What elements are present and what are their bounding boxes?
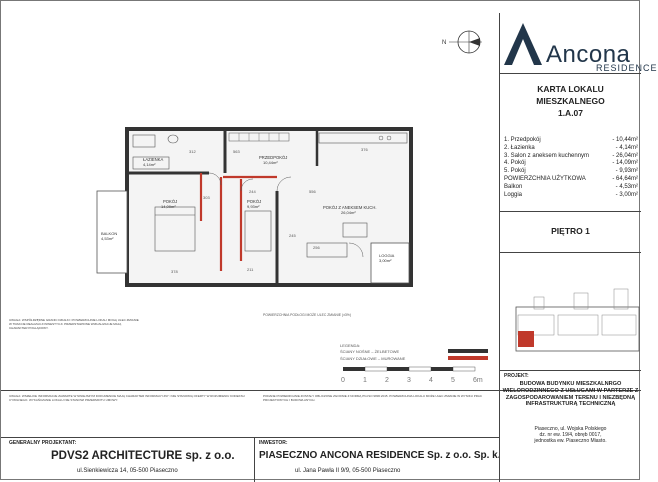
- investor-label: INWESTOR:: [259, 440, 288, 446]
- designer-cell: [1, 437, 255, 482]
- notes-left: UWAGA: WSPÓŁRZĘDNE GRANIC DZIAŁKI I POWIERZCHNIE LOKALI MOGĄ ULEC ZMIANIE W TRAKCIE REALIZACJI INWESTYCJI. PRZEDSTAWIONE WIZUALIZACJE MAJĄ CHARAKTER POGLĄDOWY.: [9, 318, 139, 330]
- scale-tick-label: 4: [429, 377, 433, 384]
- floor-area-note: POWIERZCHNIA PODŁOGI MOŻE ULEC ZMIANIE (±3%): [263, 313, 351, 317]
- room-area-pokoj2: 9,93m²: [247, 204, 260, 209]
- room-label-pokoj1: POKÓJ: [163, 199, 178, 204]
- card-title: [500, 83, 641, 119]
- scale-tick-label: 1: [363, 377, 367, 384]
- area-value: - 4,53m²: [615, 183, 638, 190]
- dim-label: 378: [171, 269, 178, 274]
- area-label: POWIERZCHNIA UŻYTKOWA: [504, 175, 586, 182]
- room-label-balkon: BALKON: [101, 231, 118, 236]
- area-value: - 4,14m²: [615, 144, 638, 151]
- dim-label: 563: [233, 149, 240, 154]
- dim-label: 244: [249, 189, 256, 194]
- project-address: [502, 426, 639, 445]
- scale-tick-label: 6m: [473, 377, 483, 384]
- area-label: Loggia: [504, 191, 523, 198]
- legend-partition-swatch: [448, 356, 488, 360]
- dim-label: 245: [289, 233, 296, 238]
- designer-label: GENERALNY PROJEKTANT:: [9, 440, 77, 446]
- area-row: [504, 176, 638, 184]
- area-row: [504, 153, 638, 161]
- dim-label: 211: [247, 267, 254, 272]
- dim-label: 556: [309, 189, 316, 194]
- scale-tick-label: 0: [341, 377, 345, 384]
- area-label: Balkon: [504, 183, 523, 190]
- project-address-line2: dz. nr ew. 19/4, obręb 0017,: [539, 432, 602, 439]
- floor-box: [500, 211, 641, 253]
- project-box: [499, 370, 641, 482]
- logo-sub: RESIDENCE: [596, 63, 658, 73]
- area-row: [504, 168, 638, 176]
- area-row: [504, 145, 638, 153]
- title-block: [499, 13, 658, 390]
- area-value: - 3,00m²: [615, 191, 638, 198]
- area-row: [504, 192, 638, 200]
- dim-label: 312: [189, 149, 196, 154]
- legend-load-walls: ŚCIANY NOŚNE – ŻELBETOWE: [340, 349, 400, 354]
- area-value: - 10,44m²: [612, 137, 638, 143]
- legend-title: LEGENDA:: [340, 343, 361, 348]
- project-label: PROJEKT:: [504, 373, 529, 379]
- card-code: 1.A.07: [557, 108, 584, 118]
- card-title-line1: KARTA LOKALU: [537, 84, 604, 94]
- card-title-line2: MIESZKALNEGO: [536, 96, 605, 106]
- room-area-loggia: 3,00m²: [379, 258, 392, 263]
- room-area-balkon: 4,53m²: [101, 236, 114, 241]
- legend-load-swatch: [448, 349, 488, 353]
- project-title: BUDOWA BUDYNKU MIESZKALNRGO WIELORODZINNEGO Z USŁUGAMI W PARTERZE Z ZAGOSPODAROWANIEM TERENU I NIEZBĘDNĄ INFRASTRUKTURĄ TECHNICZNĄ: [502, 381, 639, 408]
- area-label: 5. Pokój: [504, 168, 526, 175]
- north-arrow-icon: [439, 29, 487, 55]
- scale-tick-label: 3: [407, 377, 411, 384]
- project-address-line3: jednostka ew. Piaseczno Miasto.: [534, 438, 607, 445]
- logo-brand: Ancona: [546, 41, 631, 68]
- area-value: - 9,93m²: [615, 168, 638, 175]
- area-row: [504, 137, 638, 145]
- room-area-przedpokoj: 10,44m²: [263, 160, 278, 165]
- floor-plan: [81, 111, 461, 311]
- area-row: [504, 184, 638, 192]
- room-label-pokoj2: POKÓJ: [247, 199, 262, 204]
- investor-cell: [255, 437, 499, 482]
- area-value: - 64,64m²: [612, 175, 638, 182]
- investor-name: PIASECZNO ANCONA RESIDENCE Sp. z o.o. Sp. k.: [259, 450, 501, 461]
- area-label: 4. Pokój: [504, 160, 526, 167]
- area-row: [504, 160, 638, 168]
- notes-b2: PODANE POWIERZCHNIE ZOSTAŁY OBLICZONE ZGODNIE Z NORMĄ PN-ISO 9836:2015. POWIERZCHNIA LOKALU MOŻE ULEC ZMIANIE W WYNIKU PRAC PROJEKTOWYCH I BUDOWLANYCH.: [263, 394, 483, 402]
- designer-name: PDVS2 ARCHITECTURE sp. z o.o.: [51, 450, 235, 462]
- scale-bar: [339, 365, 497, 387]
- dim-label: 256: [313, 245, 320, 250]
- scale-tick-label: 2: [385, 377, 389, 384]
- project-address-line1: Piaseczno, ul. Wojska Polskiego: [534, 426, 607, 432]
- area-list: [504, 137, 638, 199]
- legend-partition-walls: ŚCIANY DZIAŁOWE – MUROWANE: [340, 356, 406, 361]
- area-label: 2. Łazienka: [504, 144, 535, 151]
- room-area-lazienka: 4,14m²: [143, 162, 156, 167]
- room-area-salon: 26,04m²: [341, 210, 356, 215]
- scale-tick-label: 5: [451, 377, 455, 384]
- room-label-lazienka: ŁAZIENKA: [143, 157, 164, 162]
- ancona-logo-icon: [502, 21, 544, 67]
- area-value: - 14,09m²: [612, 160, 638, 167]
- room-label-przedpokoj: PRZEDPOKÓJ: [259, 155, 288, 160]
- room-label-loggia: LOGGIA: [379, 253, 395, 258]
- dim-label: 376: [361, 147, 368, 152]
- investor-address: ul. Jana Pawła II 9/9, 05-500 Piaseczno: [295, 468, 401, 474]
- floor-label: PIĘTRO 1: [551, 226, 590, 236]
- notes-b1: UWAGA: WSZELKIE INFORMACJE ZAWARTE W NINIEJSZYM DOKUMENCIE MAJĄ CHARAKTER INFORMACYJNY I NIE STANOWIĄ OFERTY W ROZUMIENIU KODEKSU CYWILNEGO. WYKAŃCZANIE LOKALU NIE STANOWI PRZEDMIOTU UMOWY.: [9, 394, 245, 402]
- room-area-pokoj1: 14,09m²: [161, 204, 176, 209]
- key-plan: [514, 279, 641, 375]
- room-label-salon: POKÓJ Z ANEKSEM KUCH.: [323, 205, 377, 210]
- logo: [500, 13, 658, 74]
- area-label: 1. Przedpokój: [504, 137, 541, 143]
- area-value: - 26,04m²: [612, 152, 638, 159]
- compass-label: N: [442, 40, 447, 46]
- designer-address: ul.Sienkiewicza 14, 05-500 Piaseczno: [77, 468, 178, 474]
- dim-label: 303: [203, 195, 210, 200]
- area-label: 3. Salon z aneksem kuchennym: [504, 152, 590, 159]
